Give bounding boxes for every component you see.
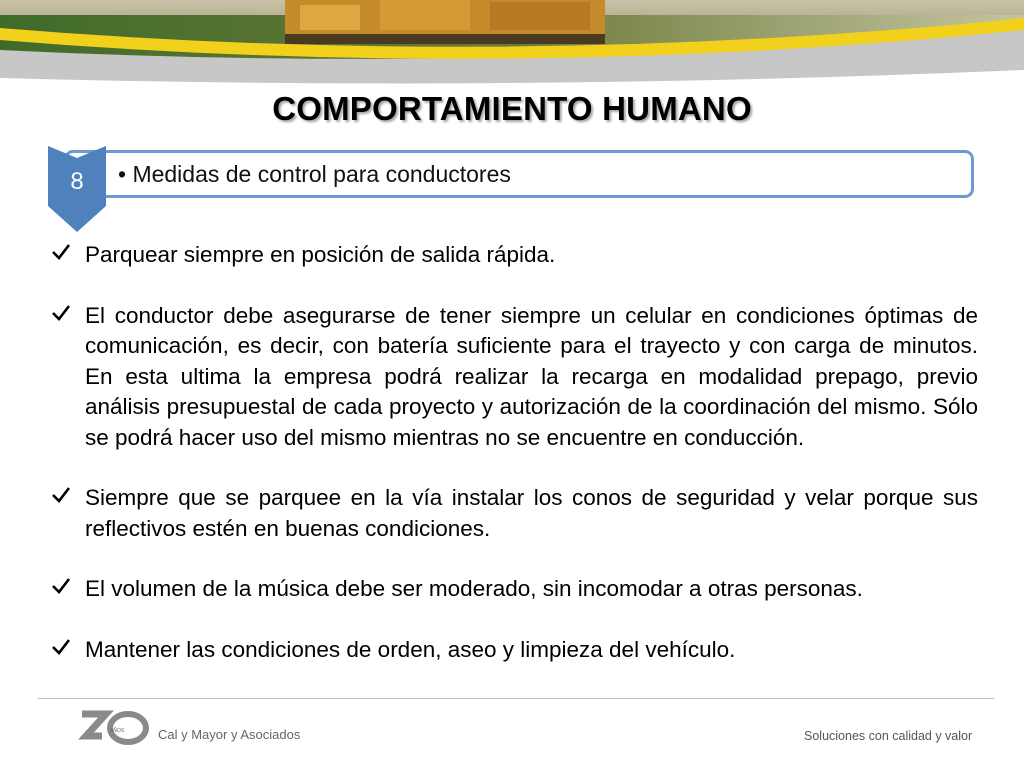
check-icon: [50, 241, 72, 263]
list-item: [50, 483, 978, 544]
section-label: • Medidas de control para conductores: [118, 161, 511, 187]
footer-divider: [38, 698, 994, 699]
section-number: 8: [70, 168, 84, 195]
check-icon: [50, 636, 72, 658]
bullet-text: Mantener las condiciones de orden, aseo y limpieza del vehículo.: [85, 636, 736, 662]
anniversary-logo: [68, 706, 154, 750]
bullet-text: Parquear siempre en posición de salida rápida.: [85, 242, 556, 267]
header-banner: [0, 0, 1024, 100]
check-icon: [50, 302, 72, 324]
list-item: [50, 240, 978, 271]
company-name: Cal y Mayor y Asociados: [158, 727, 301, 742]
logo-text: AÑOS: [110, 728, 125, 734]
bullet-text: El volumen de la música debe ser moderado, sin incomodar a otras personas.: [85, 576, 863, 601]
bullet-list: [50, 240, 978, 695]
page-title: COMPORTAMIENTO HUMANO: [272, 90, 752, 127]
list-item: [50, 635, 978, 666]
check-icon: [50, 484, 72, 506]
slogan: Soluciones con calidad y valor: [804, 729, 973, 743]
bullet-text: Siempre que se parquee en la vía instalar los conos de seguridad y velar porque sus reflectivos estén en buenas condiciones.: [85, 485, 978, 541]
list-item: [50, 301, 978, 454]
check-icon: [50, 575, 72, 597]
bullet-text: El conductor debe asegurarse de tener siempre un celular en condiciones óptimas de comunicación, es decir, con batería suficiente para el trayecto y con carga de minutos. En esta ultima la empresa podrá realizar la recarga en modalidad prepago, previo análisis presupuestal de cada proyecto y autorización de la coordinación del mismo. Sólo se podrá hacer uso del mismo mientras no se encuentre en conducción.: [85, 302, 978, 450]
list-item: [50, 574, 978, 605]
